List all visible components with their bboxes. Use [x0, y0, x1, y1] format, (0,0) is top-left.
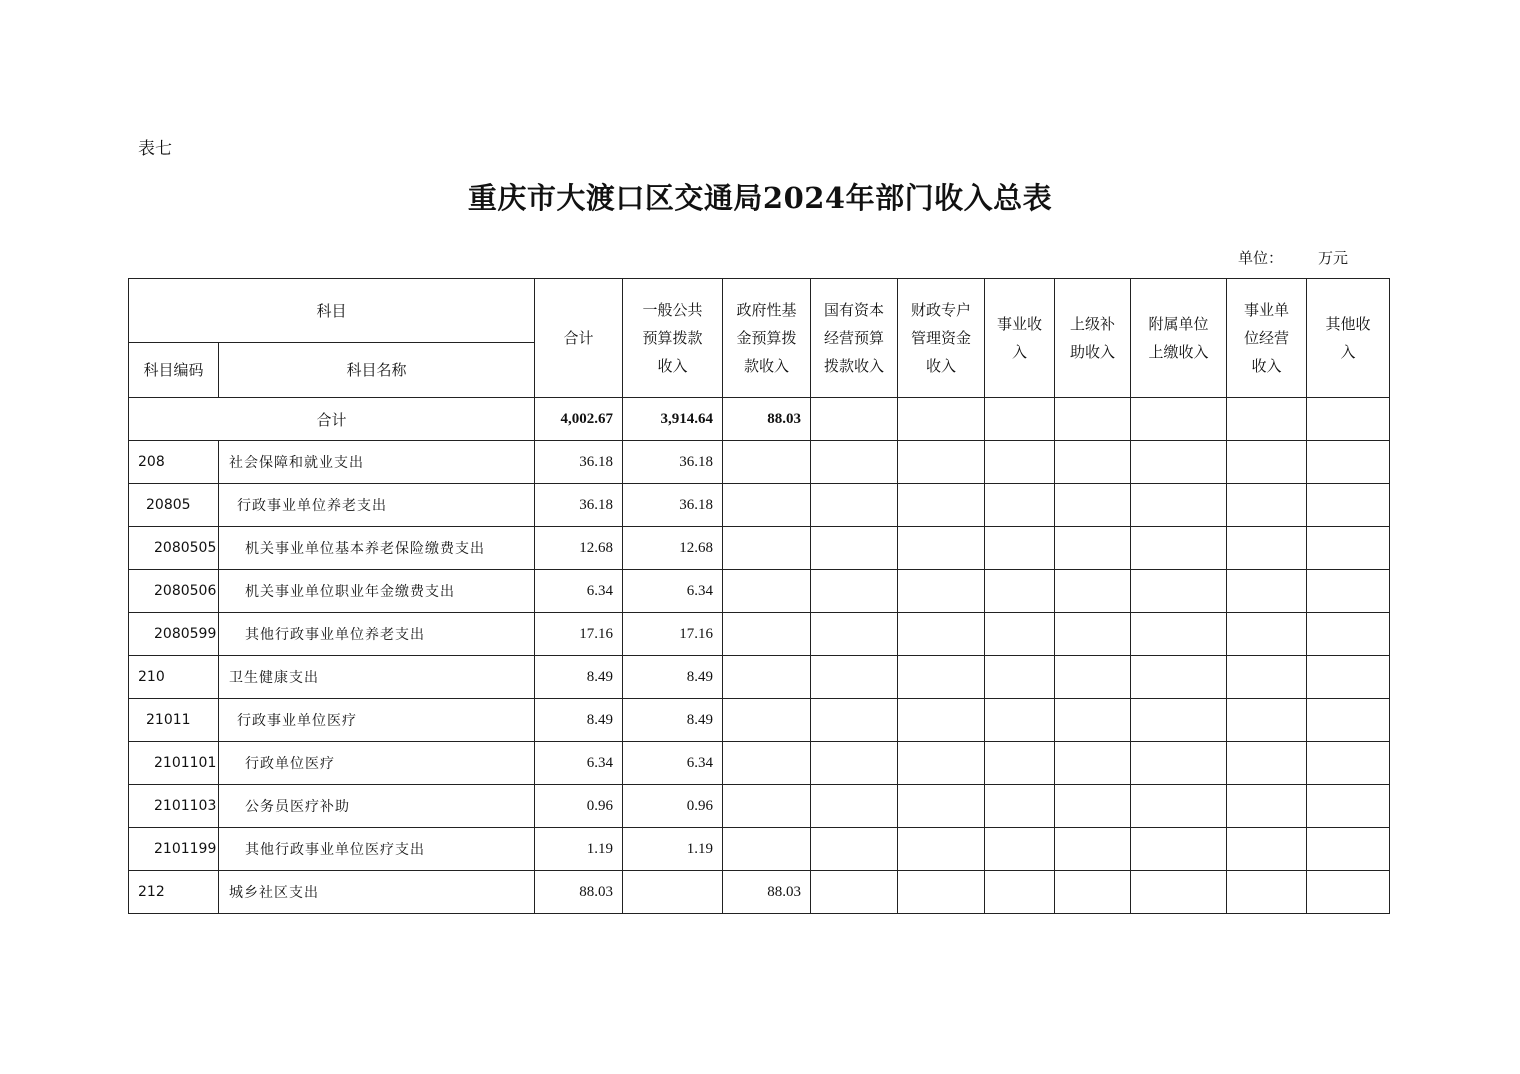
empty-cell	[898, 441, 985, 484]
table-row	[129, 656, 1390, 699]
header-total: 合计	[535, 279, 623, 398]
empty-cell	[985, 527, 1055, 570]
empty-cell	[1307, 785, 1390, 828]
row-name-text: 社会保障和就业支出	[229, 455, 364, 471]
row-general-budget-text: 6.34	[686, 754, 714, 771]
empty-cell	[1307, 656, 1390, 699]
row-general-budget-text: 8.49	[686, 668, 714, 685]
total-row-gov-fund: 88.03	[723, 398, 811, 441]
row-total-text: 36.18	[579, 453, 614, 470]
empty-cell	[1131, 828, 1227, 871]
empty-cell	[1227, 871, 1307, 914]
empty-cell	[1131, 742, 1227, 785]
row-general-budget	[623, 527, 723, 570]
total-row-total: 4,002.67	[535, 398, 623, 441]
unit-value: 万元	[1318, 249, 1349, 267]
row-code-text: 2080505	[154, 540, 217, 556]
row-total-text: 1.19	[586, 840, 614, 857]
row-code-text: 212	[138, 884, 165, 900]
empty-cell	[811, 871, 898, 914]
row-code	[129, 656, 219, 699]
row-name	[219, 699, 535, 742]
row-code-text: 2080506	[154, 583, 217, 599]
row-name	[219, 570, 535, 613]
row-total	[535, 570, 623, 613]
empty-cell	[1055, 484, 1131, 527]
empty-cell	[1227, 527, 1307, 570]
row-total	[535, 871, 623, 914]
row-code-text: 2101103	[154, 798, 217, 814]
empty-cell	[811, 699, 898, 742]
row-general-budget-text: 12.68	[679, 539, 714, 556]
table-number: 表七	[138, 139, 172, 159]
table-row	[129, 785, 1390, 828]
empty-cell	[811, 613, 898, 656]
row-name-text: 城乡社区支出	[229, 885, 319, 901]
empty-cell	[898, 613, 985, 656]
empty-cell	[1055, 828, 1131, 871]
row-general-budget	[623, 656, 723, 699]
header-subject-code: 科目编码	[129, 343, 219, 398]
row-name-text: 行政单位医疗	[245, 756, 335, 772]
row-code	[129, 441, 219, 484]
row-name-text: 行政事业单位养老支出	[237, 498, 387, 514]
empty-cell	[811, 785, 898, 828]
row-code-text: 208	[138, 454, 165, 470]
row-code	[129, 527, 219, 570]
row-name-text: 其他行政事业单位医疗支出	[245, 842, 425, 858]
row-name-text: 公务员医疗补助	[245, 799, 350, 815]
row-general-budget-text: 0.96	[686, 797, 714, 814]
empty-cell	[1227, 398, 1307, 441]
empty-cell	[985, 699, 1055, 742]
empty-cell	[1131, 699, 1227, 742]
row-code	[129, 785, 219, 828]
total-row	[129, 398, 1390, 441]
empty-cell	[1055, 785, 1131, 828]
row-general-budget-text: 1.19	[686, 840, 714, 857]
empty-cell	[898, 570, 985, 613]
row-code	[129, 871, 219, 914]
unit-label: 单位：	[1238, 249, 1284, 267]
total-row-general-budget: 3,914.64	[623, 398, 723, 441]
row-name-text: 机关事业单位职业年金缴费支出	[245, 584, 455, 600]
row-gov-fund	[723, 828, 811, 871]
empty-cell	[985, 742, 1055, 785]
empty-cell	[1131, 441, 1227, 484]
empty-cell	[811, 656, 898, 699]
row-name	[219, 785, 535, 828]
row-general-budget-text: 17.16	[679, 625, 714, 642]
empty-cell	[1055, 742, 1131, 785]
header-business-income: 事业收 入	[985, 279, 1055, 398]
row-total-text: 6.34	[586, 582, 614, 599]
empty-cell	[1055, 527, 1131, 570]
row-name	[219, 828, 535, 871]
empty-cell	[1055, 398, 1131, 441]
empty-cell	[1055, 699, 1131, 742]
row-name	[219, 527, 535, 570]
row-total-text: 0.96	[586, 797, 614, 814]
row-total-text: 88.03	[579, 883, 614, 900]
empty-cell	[1131, 398, 1227, 441]
row-total-text: 8.49	[586, 668, 614, 685]
empty-cell	[1307, 828, 1390, 871]
header-affiliated-income: 附属单位 上缴收入	[1131, 279, 1227, 398]
empty-cell	[1055, 570, 1131, 613]
row-name-text: 卫生健康支出	[229, 670, 319, 686]
empty-cell	[1227, 656, 1307, 699]
empty-cell	[985, 398, 1055, 441]
header-gov-fund: 政府性基 金预算拨 款收入	[723, 279, 811, 398]
empty-cell	[1055, 613, 1131, 656]
row-general-budget	[623, 441, 723, 484]
empty-cell	[898, 398, 985, 441]
row-total-text: 17.16	[579, 625, 614, 642]
empty-cell	[898, 871, 985, 914]
row-total	[535, 742, 623, 785]
row-name	[219, 871, 535, 914]
empty-cell	[985, 656, 1055, 699]
row-general-budget	[623, 570, 723, 613]
row-code	[129, 699, 219, 742]
empty-cell	[1131, 484, 1227, 527]
empty-cell	[1055, 656, 1131, 699]
row-general-budget-text: 36.18	[679, 453, 714, 470]
row-total	[535, 484, 623, 527]
header-state-capital: 国有资本 经营预算 拨款收入	[811, 279, 898, 398]
empty-cell	[898, 828, 985, 871]
row-general-budget	[623, 742, 723, 785]
row-name	[219, 441, 535, 484]
table-row	[129, 699, 1390, 742]
row-name	[219, 742, 535, 785]
row-code	[129, 828, 219, 871]
empty-cell	[898, 742, 985, 785]
page-title: 重庆市大渡口区交通局2024年部门收入总表	[467, 181, 1053, 215]
header-subject: 科目	[129, 279, 535, 343]
header-general-budget: 一般公共 预算拨款 收入	[623, 279, 723, 398]
empty-cell	[1227, 613, 1307, 656]
table-row	[129, 828, 1390, 871]
empty-cell	[1131, 613, 1227, 656]
row-gov-fund	[723, 742, 811, 785]
row-total	[535, 785, 623, 828]
row-gov-fund	[723, 871, 811, 914]
row-general-budget	[623, 484, 723, 527]
row-code	[129, 613, 219, 656]
table-row	[129, 570, 1390, 613]
empty-cell	[985, 613, 1055, 656]
empty-cell	[1307, 398, 1390, 441]
empty-cell	[1227, 742, 1307, 785]
empty-cell	[1307, 742, 1390, 785]
empty-cell	[898, 484, 985, 527]
row-name	[219, 613, 535, 656]
row-total	[535, 828, 623, 871]
row-total	[535, 613, 623, 656]
empty-cell	[1307, 699, 1390, 742]
empty-cell	[1055, 441, 1131, 484]
empty-cell	[1307, 871, 1390, 914]
row-code	[129, 742, 219, 785]
row-general-budget	[623, 785, 723, 828]
row-code-text: 20805	[146, 497, 191, 513]
empty-cell	[811, 828, 898, 871]
empty-cell	[985, 828, 1055, 871]
empty-cell	[811, 527, 898, 570]
row-gov-fund	[723, 484, 811, 527]
empty-cell	[1307, 570, 1390, 613]
empty-cell	[1227, 699, 1307, 742]
row-code-text: 21011	[146, 712, 191, 728]
row-total	[535, 441, 623, 484]
empty-cell	[985, 871, 1055, 914]
empty-cell	[1055, 871, 1131, 914]
header-subject-name: 科目名称	[219, 343, 535, 398]
row-gov-fund	[723, 441, 811, 484]
table-row	[129, 871, 1390, 914]
empty-cell	[811, 398, 898, 441]
row-gov-fund	[723, 656, 811, 699]
empty-cell	[1227, 785, 1307, 828]
empty-cell	[1131, 656, 1227, 699]
empty-cell	[898, 785, 985, 828]
row-gov-fund	[723, 527, 811, 570]
row-total	[535, 656, 623, 699]
header-business-operating: 事业单 位经营 收入	[1227, 279, 1307, 398]
empty-cell	[1307, 613, 1390, 656]
empty-cell	[985, 570, 1055, 613]
empty-cell	[1131, 871, 1227, 914]
empty-cell	[1307, 441, 1390, 484]
row-general-budget	[623, 613, 723, 656]
empty-cell	[1227, 441, 1307, 484]
row-name	[219, 656, 535, 699]
row-general-budget	[623, 699, 723, 742]
empty-cell	[1307, 527, 1390, 570]
row-gov-fund	[723, 613, 811, 656]
row-total	[535, 527, 623, 570]
row-name-text: 行政事业单位医疗	[237, 713, 357, 729]
row-code-text: 210	[138, 669, 165, 685]
row-code	[129, 570, 219, 613]
income-summary-table	[128, 278, 1390, 914]
row-code-text: 2101199	[154, 841, 217, 857]
table-row	[129, 484, 1390, 527]
total-row-label: 合计	[129, 398, 535, 441]
table-row	[129, 441, 1390, 484]
empty-cell	[1131, 785, 1227, 828]
row-gov-fund	[723, 570, 811, 613]
row-gov-fund	[723, 785, 811, 828]
empty-cell	[1307, 484, 1390, 527]
table-row	[129, 527, 1390, 570]
empty-cell	[1131, 570, 1227, 613]
row-general-budget-text: 6.34	[686, 582, 714, 599]
row-name	[219, 484, 535, 527]
empty-cell	[898, 656, 985, 699]
row-general-budget-text: 8.49	[686, 711, 714, 728]
table-row	[129, 742, 1390, 785]
row-general-budget-text: 36.18	[679, 496, 714, 513]
row-code	[129, 484, 219, 527]
row-total	[535, 699, 623, 742]
empty-cell	[1227, 484, 1307, 527]
empty-cell	[811, 441, 898, 484]
empty-cell	[811, 484, 898, 527]
table-row	[129, 613, 1390, 656]
row-total-text: 6.34	[586, 754, 614, 771]
row-code-text: 2080599	[154, 626, 217, 642]
header-other-income: 其他收 入	[1307, 279, 1390, 398]
row-general-budget	[623, 871, 723, 914]
row-total-text: 8.49	[586, 711, 614, 728]
row-total-text: 36.18	[579, 496, 614, 513]
empty-cell	[1131, 527, 1227, 570]
row-gov-fund-text: 88.03	[767, 883, 802, 900]
empty-cell	[985, 484, 1055, 527]
empty-cell	[1227, 570, 1307, 613]
empty-cell	[985, 785, 1055, 828]
empty-cell	[985, 441, 1055, 484]
row-name-text: 机关事业单位基本养老保险缴费支出	[245, 541, 485, 557]
row-total-text: 12.68	[579, 539, 614, 556]
row-gov-fund	[723, 699, 811, 742]
row-name-text: 其他行政事业单位养老支出	[245, 627, 425, 643]
header-superior-subsidy: 上级补 助收入	[1055, 279, 1131, 398]
row-general-budget	[623, 828, 723, 871]
empty-cell	[898, 699, 985, 742]
empty-cell	[898, 527, 985, 570]
row-code-text: 2101101	[154, 755, 217, 771]
empty-cell	[1227, 828, 1307, 871]
empty-cell	[811, 570, 898, 613]
empty-cell	[811, 742, 898, 785]
header-fiscal-special: 财政专户 管理资金 收入	[898, 279, 985, 398]
